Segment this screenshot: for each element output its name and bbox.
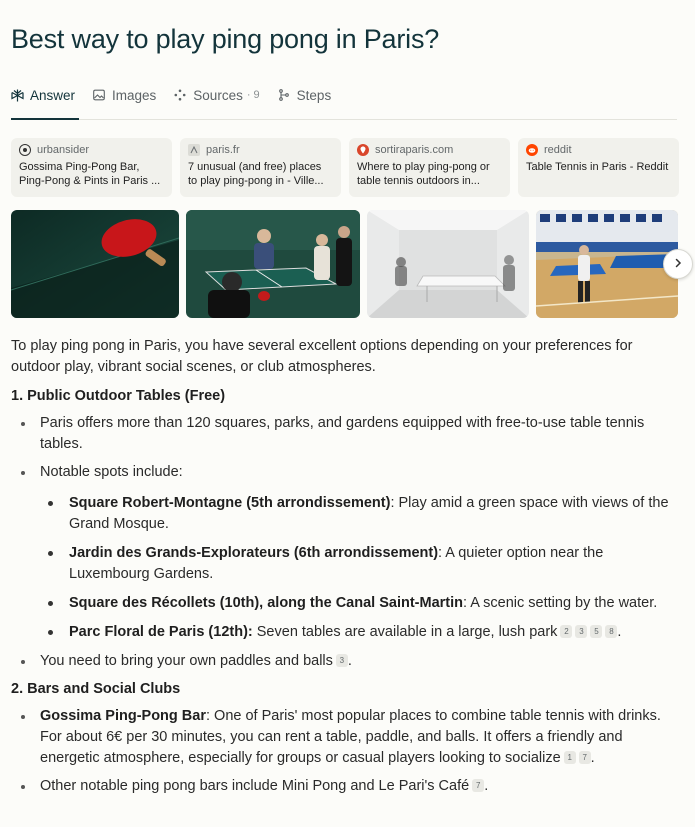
spot-desc: : Play amid a green space with views of the Grand Mosque. [69, 495, 669, 532]
image-icon [93, 89, 106, 102]
source-cards [11, 138, 679, 197]
spot-name: Square Robert-Montagne (5th arrondissement) [69, 495, 391, 511]
citation-badge[interactable]: 7 [472, 779, 484, 792]
tab-images[interactable] [93, 84, 156, 106]
spot-item [40, 543, 679, 585]
bars-list [11, 706, 679, 797]
image-next-button[interactable] [663, 249, 693, 279]
spot-desc: : A scenic setting by the water. [463, 595, 658, 611]
source-site: reddit [544, 144, 572, 156]
page-title: Best way to play ping pong in Paris? [11, 24, 440, 54]
sortiraparis-favicon-icon [357, 144, 369, 156]
perplexity-icon [11, 89, 24, 102]
image-white-room-tables[interactable] [367, 210, 529, 318]
tab-images-label: Images [112, 87, 157, 103]
tab-answer[interactable] [11, 84, 75, 106]
tab-sources-label: Sources [193, 87, 243, 103]
period: . [484, 778, 489, 794]
bar-desc: : One of Paris' most popular places to combine table tennis with drinks. For about 6€ per 30 minutes, you can rent a table, paddle, and balls. It offers a friendly and energetic atmosphere, especially for groups or casual players looking to socialize [40, 708, 661, 766]
list-item [11, 651, 679, 672]
reddit-favicon-icon [526, 144, 538, 156]
list-item-text: You need to bring your own paddles and balls [40, 653, 333, 669]
citation-badge[interactable]: 7 [579, 751, 591, 764]
chevron-right-icon [673, 255, 683, 273]
citation-badge[interactable]: 8 [605, 625, 617, 638]
list-item [11, 776, 679, 797]
answer-intro: To play ping pong in Paris, you have several excellent options depending on your preferences for outdoor play, vibrant social scenes, or club atmospheres. [11, 338, 633, 375]
urbansider-favicon-icon [19, 144, 31, 156]
spot-item [40, 622, 679, 643]
list-item [11, 706, 679, 769]
period: . [617, 624, 622, 640]
tab-steps-label: Steps [296, 87, 332, 103]
spot-desc: Seven tables are available in a large, lush park [252, 624, 558, 640]
spot-name: Parc Floral de Paris (12th): [69, 624, 253, 640]
section-heading-outdoor: 1. Public Outdoor Tables (Free) [11, 388, 226, 404]
period: . [347, 653, 352, 669]
outdoor-list [11, 413, 679, 672]
source-title: Table Tennis in Paris - Reddit [526, 161, 669, 173]
list-item-text: Other notable ping pong bars include Mini Pong and Le Pari's Café [40, 778, 470, 794]
source-card-reddit[interactable] [518, 138, 679, 197]
tab-sources[interactable] [174, 84, 259, 106]
spot-name: Jardin des Grands-Explorateurs (6th arrondissement) [69, 545, 439, 561]
tab-steps[interactable] [278, 84, 332, 106]
spots-list [40, 493, 679, 643]
source-title: 7 unusual (and free) places to play ping-pong in - Ville... [188, 161, 324, 187]
image-gym-tables[interactable] [536, 210, 678, 318]
period: . [590, 750, 595, 766]
list-item [11, 462, 679, 643]
citation-badge[interactable]: 5 [590, 625, 602, 638]
paris-fr-favicon-icon [188, 144, 200, 156]
answer-body [11, 336, 679, 804]
image-strip [11, 210, 678, 318]
tab-answer-label: Answer [30, 87, 76, 103]
spot-name: Square des Récollets (10th), along the Canal Saint-Martin [69, 595, 463, 611]
citation-badge[interactable]: 2 [560, 625, 572, 638]
list-item-text: Paris offers more than 120 squares, parks, and gardens equipped with free-to-use table tennis tables. [40, 415, 645, 452]
list-item [11, 413, 679, 455]
bar-name: Gossima Ping-Pong Bar [40, 708, 206, 724]
source-card-sortiraparis[interactable] [349, 138, 510, 197]
citation-badge[interactable]: 1 [564, 751, 576, 764]
active-tab-indicator [11, 118, 79, 120]
source-title: Where to play ping-pong or table tennis outdoors in... [357, 161, 490, 187]
result-tabs [11, 84, 677, 120]
source-site: urbansider [37, 144, 89, 156]
image-people-playing[interactable] [186, 210, 360, 318]
source-title: Gossima Ping-Pong Bar, Ping-Pong & Pints in Paris ... [19, 161, 161, 187]
spot-desc: : A quieter option near the Luxembourg Gardens. [69, 545, 604, 582]
sources-icon [174, 89, 187, 102]
citation-badge[interactable]: 3 [575, 625, 587, 638]
source-site: paris.fr [206, 144, 240, 156]
source-site: sortiraparis.com [375, 144, 454, 156]
spot-item [40, 493, 679, 535]
image-paddle-on-table[interactable] [11, 210, 179, 318]
list-item-text: Notable spots include: [40, 464, 183, 480]
section-heading-bars: 2. Bars and Social Clubs [11, 681, 181, 697]
steps-icon [278, 89, 291, 102]
source-card-paris-fr[interactable] [180, 138, 341, 197]
citation-badge[interactable]: 3 [336, 654, 348, 667]
spot-item [40, 593, 679, 614]
source-card-urbansider[interactable] [11, 138, 172, 197]
sources-count: · 9 [246, 89, 260, 101]
